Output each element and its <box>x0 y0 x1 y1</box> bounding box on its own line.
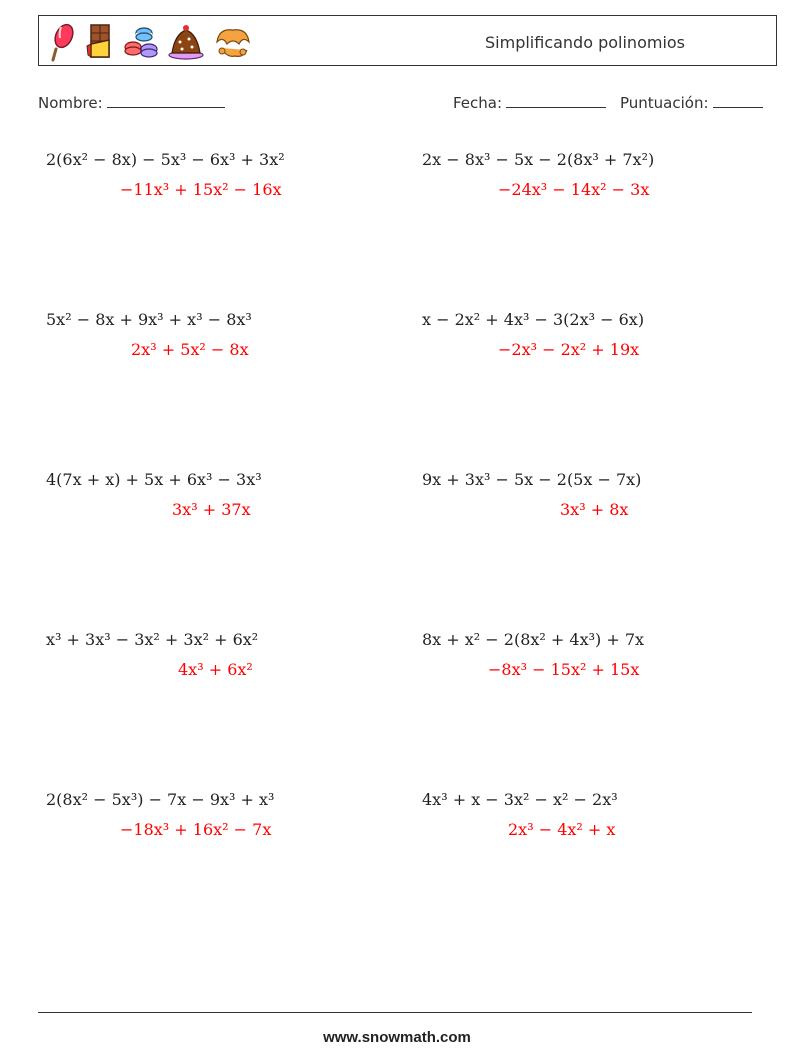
footer-url[interactable]: www.snowmath.com <box>323 1029 471 1046</box>
problem-1: 2(6x² − 8x) − 5x³ − 6x³ + 3x² <box>46 150 285 169</box>
answer-5: 3x³ + 37x <box>172 500 251 519</box>
name-label: Nombre: <box>38 94 103 112</box>
answer-1: −11x³ + 15x² − 16x <box>120 180 282 199</box>
problem-9: 2(8x² − 5x³) − 7x − 9x³ + x³ <box>46 790 275 809</box>
date-line[interactable] <box>506 93 606 108</box>
answer-6: 3x³ + 8x <box>560 500 629 519</box>
chocolate-bar-icon <box>85 22 115 62</box>
croissant-icon <box>213 22 253 62</box>
answer-9: −18x³ + 16x² − 7x <box>120 820 272 839</box>
problem-5: 4(7x + x) + 5x + 6x³ − 3x³ <box>46 470 262 489</box>
problem-3: 5x² − 8x + 9x³ + x³ − 8x³ <box>46 310 252 329</box>
problem-10: 4x³ + x − 3x² − x² − 2x³ <box>422 790 618 809</box>
problem-8: 8x + x² − 2(8x² + 4x³) + 7x <box>422 630 645 649</box>
score-field[interactable] <box>620 93 763 112</box>
name-line[interactable] <box>107 93 225 108</box>
answer-3: 2x³ + 5x² − 8x <box>131 340 249 359</box>
footer-divider <box>38 1012 752 1013</box>
problem-4: x − 2x² + 4x³ − 3(2x³ − 6x) <box>422 310 645 329</box>
date-field[interactable] <box>453 93 606 112</box>
score-line[interactable] <box>713 93 763 108</box>
problem-6: 9x + 3x³ − 5x − 2(5x − 7x) <box>422 470 642 489</box>
answer-4: −2x³ − 2x² + 19x <box>498 340 640 359</box>
answer-10: 2x³ − 4x² + x <box>508 820 616 839</box>
answer-7: 4x³ + 6x² <box>178 660 253 679</box>
cake-icon <box>167 22 205 62</box>
problem-2: 2x − 8x³ − 5x − 2(8x³ + 7x²) <box>422 150 655 169</box>
score-label: Puntuación: <box>620 94 709 112</box>
header-icons <box>47 21 253 63</box>
date-label: Fecha: <box>453 94 503 112</box>
answer-2: −24x³ − 14x² − 3x <box>498 180 650 199</box>
name-field[interactable] <box>38 93 225 112</box>
popsicle-icon <box>47 22 77 62</box>
answer-8: −8x³ − 15x² + 15x <box>488 660 640 679</box>
macarons-icon <box>123 22 159 62</box>
worksheet-title: Simplificando polinomios <box>485 33 686 52</box>
problem-7: x³ + 3x³ − 3x² + 3x² + 6x² <box>46 630 259 649</box>
worksheet-header <box>38 15 777 66</box>
